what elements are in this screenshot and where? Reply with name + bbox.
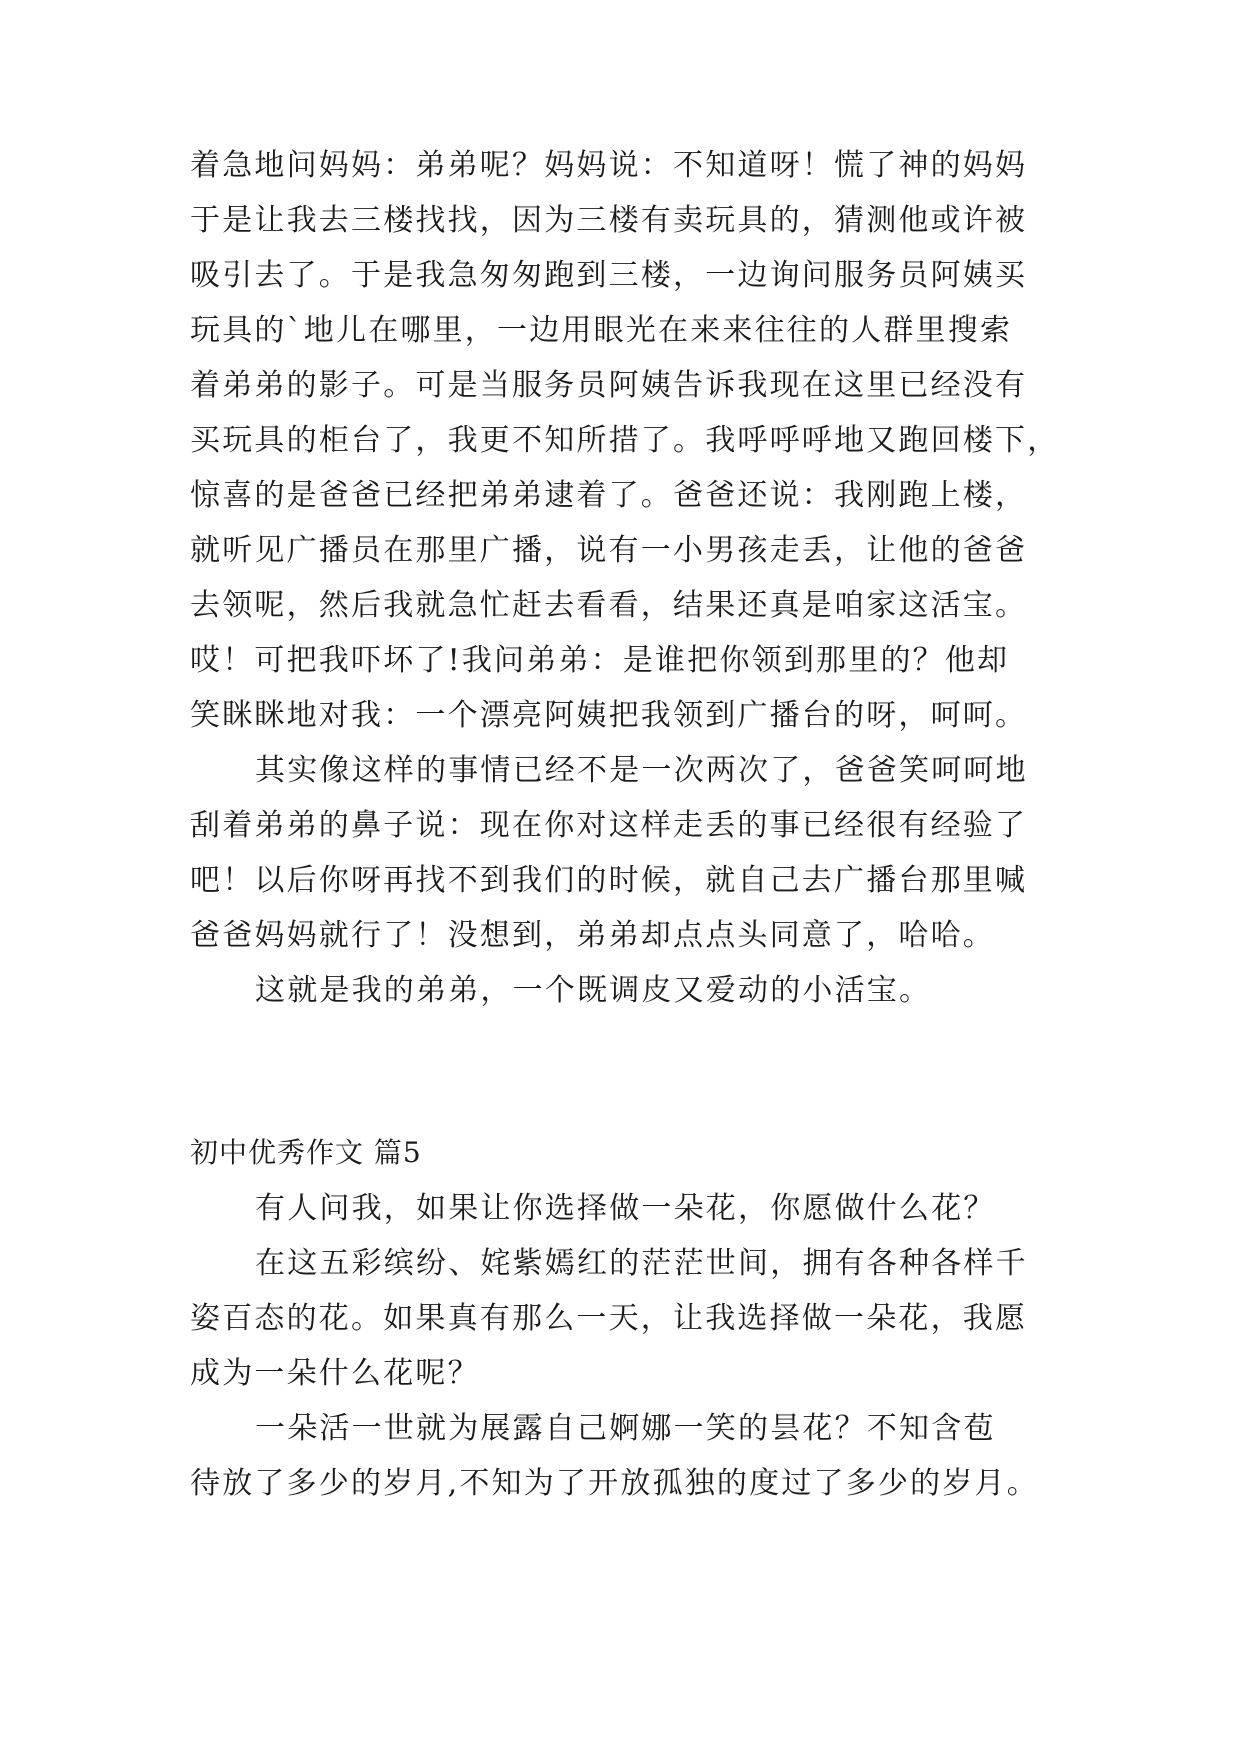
text-line: 刮着弟弟的鼻子说：现在你对这样走丢的事已经很有经验了 [190,808,1028,843]
text-line: 吧！以后你呀再找不到我们的时候，就自己去广播台那里喊 [190,863,1028,898]
paragraph-conclusion [190,963,1060,1018]
text-line: 就听见广播员在那里广播，说有一小男孩走丢，让他的爸爸 [190,533,1028,568]
text-line: 哎！可把我吓坏了!我问弟弟：是谁把你领到那里的？他却 [190,643,1010,678]
text-line: 待放了多少的岁月,不知为了开放孤独的度过了多少的岁月。 [190,1466,1039,1501]
text-line: 成为一朵什么花呢？ [190,1356,480,1391]
paragraph-experience [190,743,1060,963]
text-line: 惊喜的是爸爸已经把弟弟逮着了。爸爸还说：我刚跑上楼， [190,478,1028,513]
text-line: 去领呢，然后我就急忙赶去看看，结果还真是咱家这活宝。 [190,588,1028,623]
text-line: 一朵活一世就为展露自己婀娜一笑的昙花？不知含苞 [255,1411,996,1446]
text-line: 姿百态的花。如果真有那么一天，让我选择做一朵花，我愿 [190,1301,1028,1336]
paragraph-story-continuation [190,138,1060,743]
text-line: 这就是我的弟弟，一个既调皮又爱动的小活宝。 [255,973,932,1008]
text-line: 吸引去了。于是我急匆匆跑到三楼，一边询问服务员阿姨买 [190,258,1028,293]
paragraph-flowers [190,1236,1060,1401]
text-line: 着急地问妈妈：弟弟呢？妈妈说：不知道呀！慌了神的妈妈 [190,148,1028,183]
text-line: 于是让我去三楼找找，因为三楼有卖玩具的，猜测他或许被 [190,203,1028,238]
section-heading [190,1125,1060,1180]
paragraph-question [190,1181,1060,1236]
text-line: 在这五彩缤纷、姹紫嫣红的茫茫世间，拥有各种各样千 [255,1246,1028,1281]
text-line: 玩具的`地儿在哪里，一边用眼光在来来往往的人群里搜索 [190,313,1013,348]
text-line: 着弟弟的影子。可是当服务员阿姨告诉我现在这里已经没有 [190,368,1028,403]
text-line: 笑眯眯地对我：一个漂亮阿姨把我领到广播台的呀，呵呵。 [190,698,1028,733]
paragraph-epiphyllum [190,1401,1060,1511]
text-line: 买玩具的柜台了，我更不知所措了。我呼呼呼地又跑回楼下， [190,423,1060,458]
essay-title: 初中优秀作文 篇5 [190,1136,422,1169]
text-line: 有人问我，如果让你选择做一朵花，你愿做什么花？ [255,1191,996,1226]
text-line: 其实像这样的事情已经不是一次两次了，爸爸笑呵呵地 [255,753,1028,788]
text-line: 爸爸妈妈就行了！没想到，弟弟却点点头同意了，哈哈。 [190,918,995,953]
